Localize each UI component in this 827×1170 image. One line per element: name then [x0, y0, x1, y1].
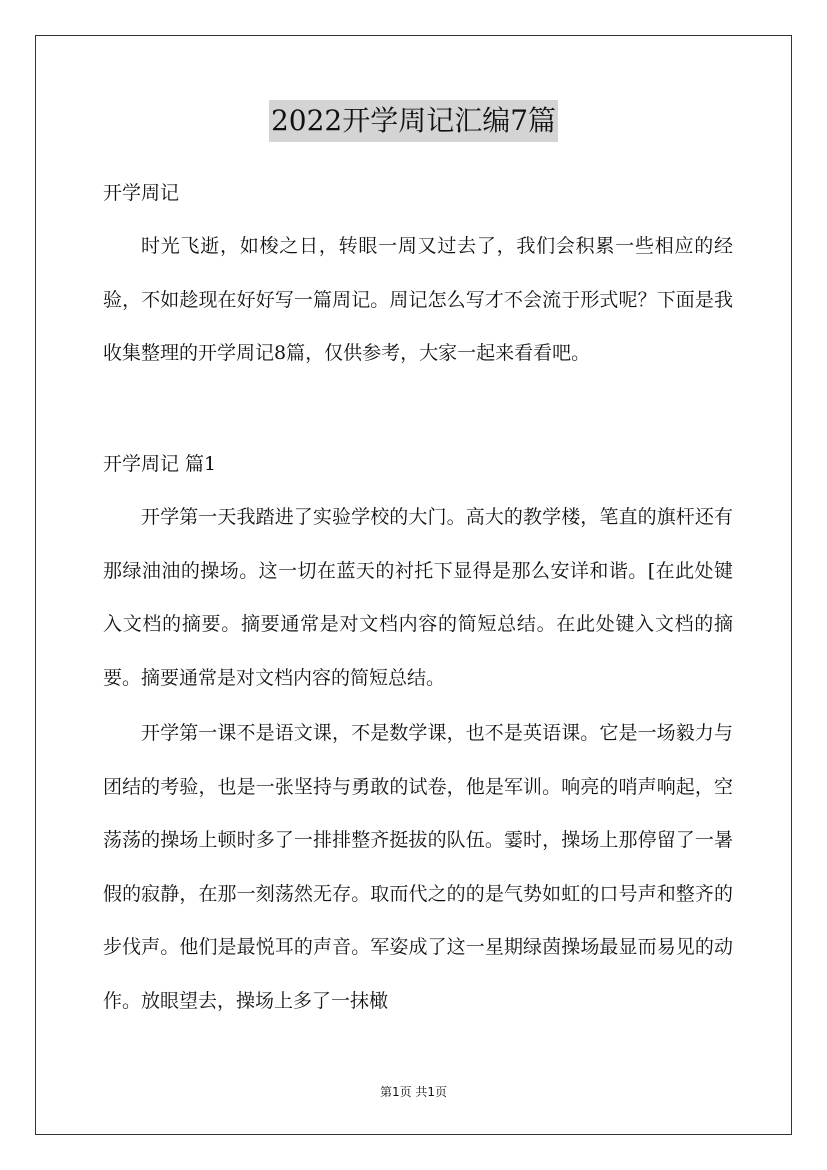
document-title: 2022开学周记汇编7篇 — [269, 100, 558, 142]
part-1-paragraph-1: 开学第一天我踏进了实验学校的大门。高大的教学楼，笔直的旗杆还有那绿油油的操场。这一切在蓝天的衬托下显得是那么安详和谐。[在此处键入文档的摘要。摘要通常是对文档内容的简短总结。在此处键入文档的摘要。摘要通常是对文档内容的简短总结。 — [103, 506, 733, 689]
section-heading-part-1: 开学周记 篇1 — [103, 453, 217, 475]
page-footer: 第1页 共1页 — [379, 1085, 448, 1099]
section-heading-intro: 开学周记 — [103, 182, 180, 204]
part-1-paragraph-2: 开学第一课不是语文课，不是数学课，也不是英语课。它是一场毅力与团结的考验，也是一张坚持与勇敢的试卷，他是军训。响亮的哨声响起，空荡荡的操场上顿时多了一排排整齐挺拔的队伍。霎时，操场上那停留了一暑假的寂静，在那一刻荡然无存。取而代之的的是气势如虹的口号声和整齐的步伐声。他们是最悦耳的声音。军姿成了这一星期绿茵操场最显而易见的动作。放眼望去，操场上多了一抹橄 — [103, 722, 733, 1012]
title-container — [0, 100, 827, 142]
intro-paragraph: 时光飞逝，如梭之日，转眼一周又过去了，我们会积累一些相应的经验，不如趁现在好好写一篇周记。周记怎么写才不会流于形式呢？下面是我收集整理的开学周记8篇，仅供参考，大家一起来看看吧。 — [103, 235, 733, 364]
